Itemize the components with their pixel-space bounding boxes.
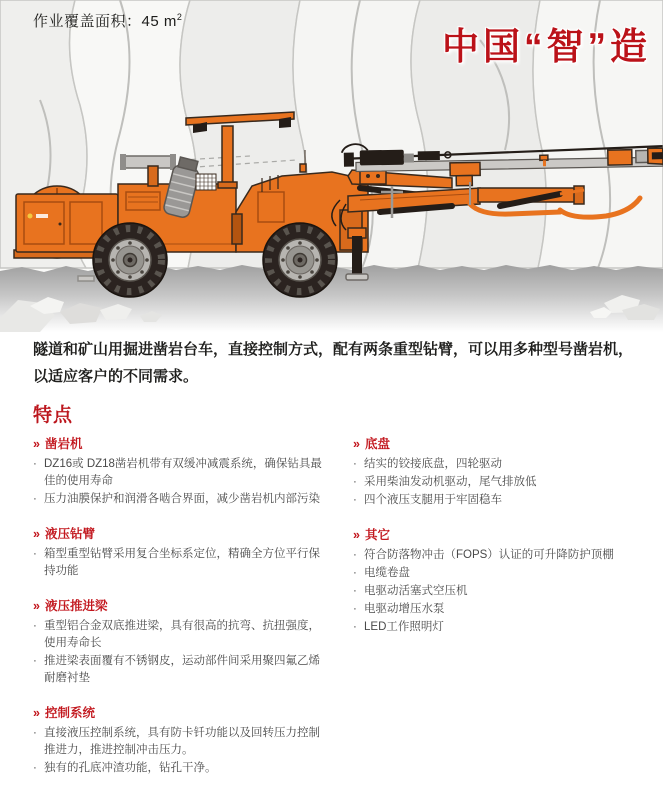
feature-item-text: 推进梁表面覆有不锈钢皮，运动部件间采用聚四氟乙烯耐磨衬垫: [44, 655, 320, 684]
feature-item: [33, 760, 331, 777]
bullet-dot: ·: [353, 494, 357, 506]
slogan-text: 中国“智”造: [442, 26, 651, 67]
feature-item: [33, 456, 331, 490]
drill-bit: [652, 152, 663, 159]
feature-item-text: 结实的铰接底盘，四轮驱动: [364, 458, 502, 470]
bullet-dot: ·: [353, 549, 357, 561]
chevron-marker-icon: »: [33, 437, 40, 451]
feature-heading: [353, 434, 649, 452]
feed-carriage: [450, 162, 480, 176]
feature-item: [353, 547, 649, 564]
feature-heading-label: 液压钻臂: [44, 527, 95, 541]
feature-item-text: 电驱动增压水泵: [364, 603, 445, 615]
feature-section: [33, 434, 331, 508]
intro-paragraph: 隧道和矿山用掘进凿岩台车，直接控制方式，配有两条重型钻臂，可以用多种型号凿岩机，以适应客户的不同需求。: [33, 341, 634, 385]
feature-heading: [33, 703, 331, 721]
chevron-marker-icon: »: [353, 437, 360, 451]
articulation-joint: [232, 214, 242, 244]
feature-heading: [353, 525, 649, 543]
feature-heading: [33, 524, 331, 542]
bullet-dot: ·: [33, 655, 37, 667]
feature-item-text: LED工作照明灯: [364, 621, 444, 633]
feature-item: [353, 565, 649, 582]
bullet-dot: ·: [33, 762, 37, 774]
chevron-marker-icon: »: [33, 599, 40, 613]
feature-section: [33, 524, 331, 580]
feature-item-text: 重型铝合金双底推进梁，具有很高的抗弯、抗扭强度，使用寿命长: [44, 620, 320, 649]
feature-heading: [33, 434, 331, 452]
feature-item-text: 独有的孔底冲渣功能，钻孔干净。: [44, 762, 217, 774]
rock-drill-drifter: [360, 150, 404, 166]
bullet-dot: ·: [33, 548, 37, 560]
feature-item-text: 四个液压支腿用于牢固稳车: [364, 494, 502, 506]
feature-item: [33, 618, 331, 652]
feature-item: [353, 474, 649, 491]
bullet-dot: ·: [33, 458, 37, 470]
bullet-dot: ·: [353, 476, 357, 488]
feature-item-text: 直接液压控制系统，具有防卡钎功能以及回转压力控制推进力，推进控制冲击压力。: [44, 727, 320, 756]
features-title: 特点: [33, 405, 74, 426]
feature-item: [353, 583, 649, 600]
feature-item: [353, 601, 649, 618]
feature-section: [353, 434, 649, 509]
bullet-dot: ·: [33, 727, 37, 739]
bullet-dot: ·: [33, 493, 37, 505]
features-column-right: [353, 434, 649, 793]
feature-item: [33, 546, 331, 580]
feature-item: [33, 653, 331, 687]
feature-item-text: 电驱动活塞式空压机: [364, 585, 468, 597]
features-column-left: [33, 434, 331, 793]
bullet-dot: ·: [353, 585, 357, 597]
bullet-dot: ·: [353, 621, 357, 633]
front-centralizer: [608, 150, 632, 165]
feature-heading-label: 控制系统: [44, 706, 95, 720]
feature-section: [353, 525, 649, 636]
feature-item: [33, 491, 331, 508]
feature-heading-label: 液压推进梁: [44, 599, 108, 613]
feature-section: [33, 703, 331, 777]
bullet-dot: ·: [33, 620, 37, 632]
feature-item: [353, 456, 649, 473]
features-columns: [33, 434, 651, 793]
bullet-dot: ·: [353, 567, 357, 579]
wheel-front: [263, 223, 337, 297]
feature-heading-label: 其它: [364, 528, 390, 542]
feature-item-text: 箱型重型钻臂采用复合坐标系定位，精确全方位平行保持功能: [44, 548, 320, 577]
coverage-area-label: [33, 10, 182, 31]
feature-item: [353, 619, 649, 636]
feature-heading: [33, 596, 331, 614]
chevron-marker-icon: »: [353, 528, 360, 542]
coverage-superscript: 2: [176, 12, 183, 22]
feature-item: [353, 492, 649, 509]
support-jack-rear: [78, 276, 94, 281]
bullet-dot: ·: [353, 458, 357, 470]
feature-item-text: DZ16或 DZ18凿岩机带有双缓冲减震系统，确保钻具最佳的使用寿命: [44, 458, 322, 487]
chevron-marker-icon: »: [33, 527, 40, 541]
feature-section: [33, 596, 331, 687]
coverage-text: 作业覆盖面积：45 m: [33, 13, 177, 30]
feature-item-text: 电缆卷盘: [364, 567, 410, 579]
feature-heading-label: 底盘: [364, 437, 390, 451]
wheel-rear: [93, 223, 167, 297]
feature-item: [33, 725, 331, 759]
chevron-marker-icon: »: [33, 706, 40, 720]
feature-item-text: 采用柴油发动机驱动，尾气排放低: [364, 476, 537, 488]
bullet-dot: ·: [353, 603, 357, 615]
exhaust-stack: [148, 166, 158, 186]
machine-illustration: [0, 0, 663, 332]
feature-item-text: 符合防落物冲击（FOPS）认证的可升降防护顶棚: [364, 549, 614, 561]
feature-heading-label: 凿岩机: [44, 437, 83, 451]
feature-item-text: 压力油膜保护和润滑各啮合界面，减少凿岩机内部污染: [44, 493, 320, 505]
